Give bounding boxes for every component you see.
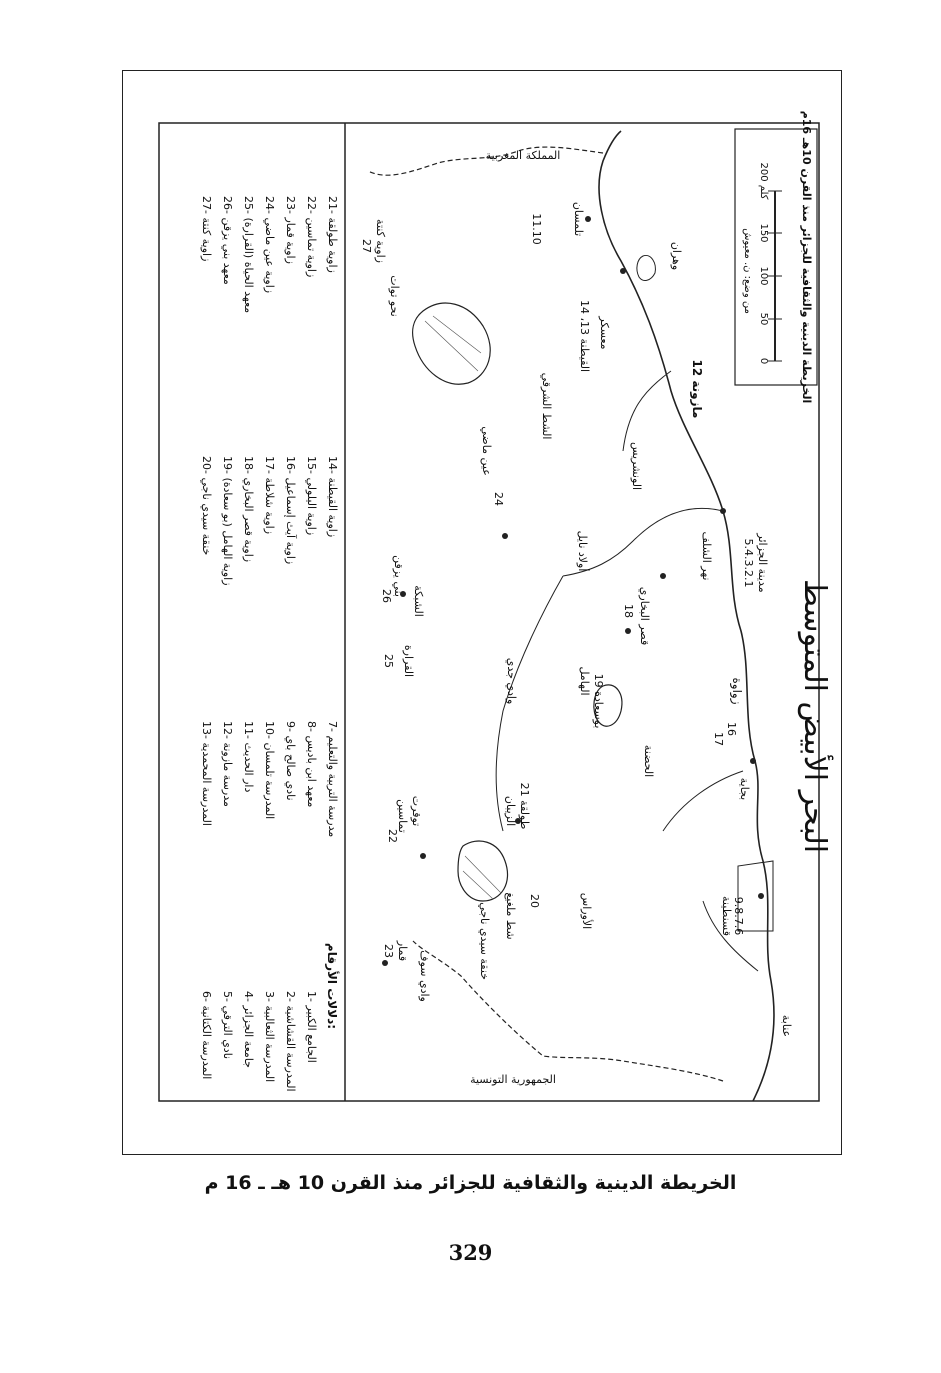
- place-aures: الأوراس: [580, 892, 593, 930]
- legend-item: 19- زاوية الهامل (بو سعادة): [221, 456, 234, 586]
- scale-label-100: 100: [758, 266, 769, 286]
- legend-item: 3- المدرسة الثعالبية: [263, 991, 276, 1083]
- place-kounta-num: 27: [360, 239, 373, 253]
- place-chebka: الشبكة: [412, 585, 425, 617]
- city-dot-bousaada: [625, 628, 631, 634]
- place-beniisguen-num: 26: [380, 589, 393, 603]
- place-mazouna: مازونة 12: [690, 359, 704, 419]
- border-tunisia: الجمهورية التونسية: [470, 1073, 556, 1086]
- religious-cultural-map: [123, 71, 841, 1154]
- legend-item: 10- المدرسة تلمسان: [263, 721, 276, 820]
- legend-item: 21- زاوية طولقة: [326, 196, 339, 273]
- legend-item: 8- معهد ابن باديس: [305, 721, 318, 808]
- place-temacine: تماسين: [396, 799, 409, 833]
- legend-col3: [200, 456, 339, 586]
- place-ouarsenis: الونشريس: [630, 441, 643, 491]
- city-dot-ksarboukhari: [660, 573, 666, 579]
- legend-item: 9- نادي صالح باي: [284, 721, 297, 801]
- legend-item: 25- معهد الحياة (القرارة): [242, 196, 255, 314]
- scale-label-0: 0: [758, 357, 769, 365]
- legend-col2: [200, 721, 339, 837]
- place-hamel: الهامل: [578, 666, 591, 696]
- legend-item: 15- زاوية اليلولي: [305, 456, 318, 536]
- place-touggourt: توقرت: [410, 795, 423, 827]
- legend-item: 23- زاوية قمار: [284, 196, 297, 264]
- legend-title: دلالات الأرقام:: [325, 942, 339, 1030]
- legend-item: 26- معهد بني يزقن: [221, 196, 234, 285]
- legend-col4: [200, 196, 339, 313]
- title-box-credit: من وضع: ن. معيوش: [742, 228, 753, 314]
- legend-item: 12- مدرسة مازونة: [221, 721, 234, 807]
- legend-item: 1- الجامع الكبير: [305, 991, 318, 1063]
- place-ksar-boukhari-num: 18: [622, 604, 635, 618]
- place-khanga: خنقة سيدي ناجي: [478, 902, 491, 980]
- legend-col1: [200, 991, 318, 1092]
- place-ainmadhi: عين ماضي: [480, 426, 493, 476]
- place-ainmadhi-num: 24: [492, 492, 505, 506]
- legend-item: 17- زاوية شلاطة: [263, 456, 276, 535]
- city-dot-bejaia: [750, 758, 756, 764]
- place-guemar: قمار: [396, 940, 409, 962]
- place-zouaoua-16: 16: [725, 722, 738, 736]
- place-chelif: نهر الشلف: [700, 531, 713, 581]
- legend-item: 6- المدرسة الكتانية: [200, 991, 213, 1080]
- tunisia-border: [413, 941, 723, 1081]
- border-morocco: المملكة المغربية: [485, 149, 561, 162]
- map-frame: [122, 70, 842, 1155]
- legend-item: 22- زاوية تماسين: [305, 196, 318, 278]
- legend-item: 24- زاوية عين ماضي: [263, 196, 276, 294]
- city-dot-touggourt: [420, 853, 426, 859]
- river-west: [623, 371, 671, 451]
- place-shatt-melghir: شط ملغيغ: [504, 892, 517, 940]
- place-khanga-num: 20: [528, 894, 541, 908]
- place-oran: وهران: [670, 241, 683, 271]
- place-tolga: طولقة 21: [518, 782, 531, 830]
- legend-item: 11- دار الحديث: [242, 721, 255, 793]
- place-wadi-djedi: وادي جدي: [505, 657, 518, 705]
- legend-item: 2- المدرسة القشاشية: [284, 991, 297, 1092]
- place-guetna: القيطنة 13، 14: [578, 299, 591, 373]
- river-east: [663, 771, 743, 831]
- city-dot-oran: [620, 268, 626, 274]
- legend-item: 4- جامعة الجزائر: [242, 991, 255, 1068]
- scale-label-50: 50: [758, 312, 769, 326]
- place-beniisguen: بني يزقن: [392, 555, 405, 597]
- legend-item: 7- مدرسة التربية والتعليم: [326, 721, 339, 838]
- place-constantine: قسنطينة: [720, 896, 733, 936]
- legend-item: 20- خنقة سيدي ناجي: [200, 456, 213, 556]
- place-shatt-chergui: الشط الشرقي: [540, 372, 553, 440]
- place-annaba: عنابة: [780, 1014, 793, 1038]
- figure-caption: الخريطة الدينية والثقافية للجزائر منذ القرن 10 هـ ـ 16 م: [204, 1172, 737, 1194]
- city-dot-algiers: [720, 508, 726, 514]
- title-box-title: الخريطة الدينية والثقافية للجزائر منذ القرن 10هـ 16م: [800, 110, 813, 404]
- place-ouled-nail: أولاد نايل: [576, 530, 589, 572]
- place-constantine-nums: 9.8.7.6: [732, 896, 745, 936]
- place-oued-souf: وادي سوف: [418, 950, 431, 1002]
- place-guerrara-num: 25: [382, 654, 395, 668]
- shatt-chergui: [413, 303, 491, 384]
- map-labels: [200, 111, 835, 1092]
- scale-label-200: 200 كلم: [758, 162, 769, 200]
- scale-label-150: 150: [758, 223, 769, 243]
- place-zouaoua: زواوة: [730, 677, 744, 705]
- place-hodna: الحضنة: [642, 744, 655, 778]
- page-number: 329: [448, 1240, 493, 1265]
- place-algiers-nums: 5.4.3.2.1: [742, 538, 755, 588]
- legend-item: 16- زاوية آيث إسماعيل: [284, 456, 297, 565]
- place-mascara: معسكر: [598, 316, 611, 350]
- legend-item: 5- نادي الترقي: [221, 991, 234, 1060]
- sebkha-oran: [637, 255, 655, 280]
- place-ksar-boukhari: قصر البخاري: [638, 586, 651, 646]
- place-guemar-num: 23: [382, 944, 395, 958]
- city-dot-guemar: [382, 960, 388, 966]
- place-bousaada: بوسعادة 19: [592, 673, 605, 729]
- legend-item: 18- زاوية قصر البخاري: [242, 456, 255, 563]
- city-dot-constantine: [758, 893, 764, 899]
- place-bejaia: بجاية: [738, 777, 751, 801]
- place-kounta: زاوية كنتة: [374, 219, 387, 263]
- place-temacine-num: 22: [386, 829, 399, 843]
- place-toward-touat: نحو توات: [388, 275, 401, 317]
- place-guerrara: القرارة: [402, 644, 415, 678]
- place-zibans: الزيبان: [504, 795, 517, 827]
- place-zouaoua-17: 17: [712, 732, 725, 746]
- legend-item: 13- المدرسة المحمدية: [200, 721, 213, 826]
- legend-item: 27- زاوية كنتة: [200, 196, 213, 262]
- place-tlemcen-num: 11.10: [530, 213, 543, 245]
- sea-label: البحر الأبيض المتوسط: [797, 578, 832, 854]
- city-dot-ainmadhi: [502, 533, 508, 539]
- legend-item: 14- زاوية القيطنة: [326, 456, 339, 538]
- place-algiers: مدينة الجزائر: [756, 533, 769, 593]
- place-tlemcen: تلمسان: [572, 201, 585, 237]
